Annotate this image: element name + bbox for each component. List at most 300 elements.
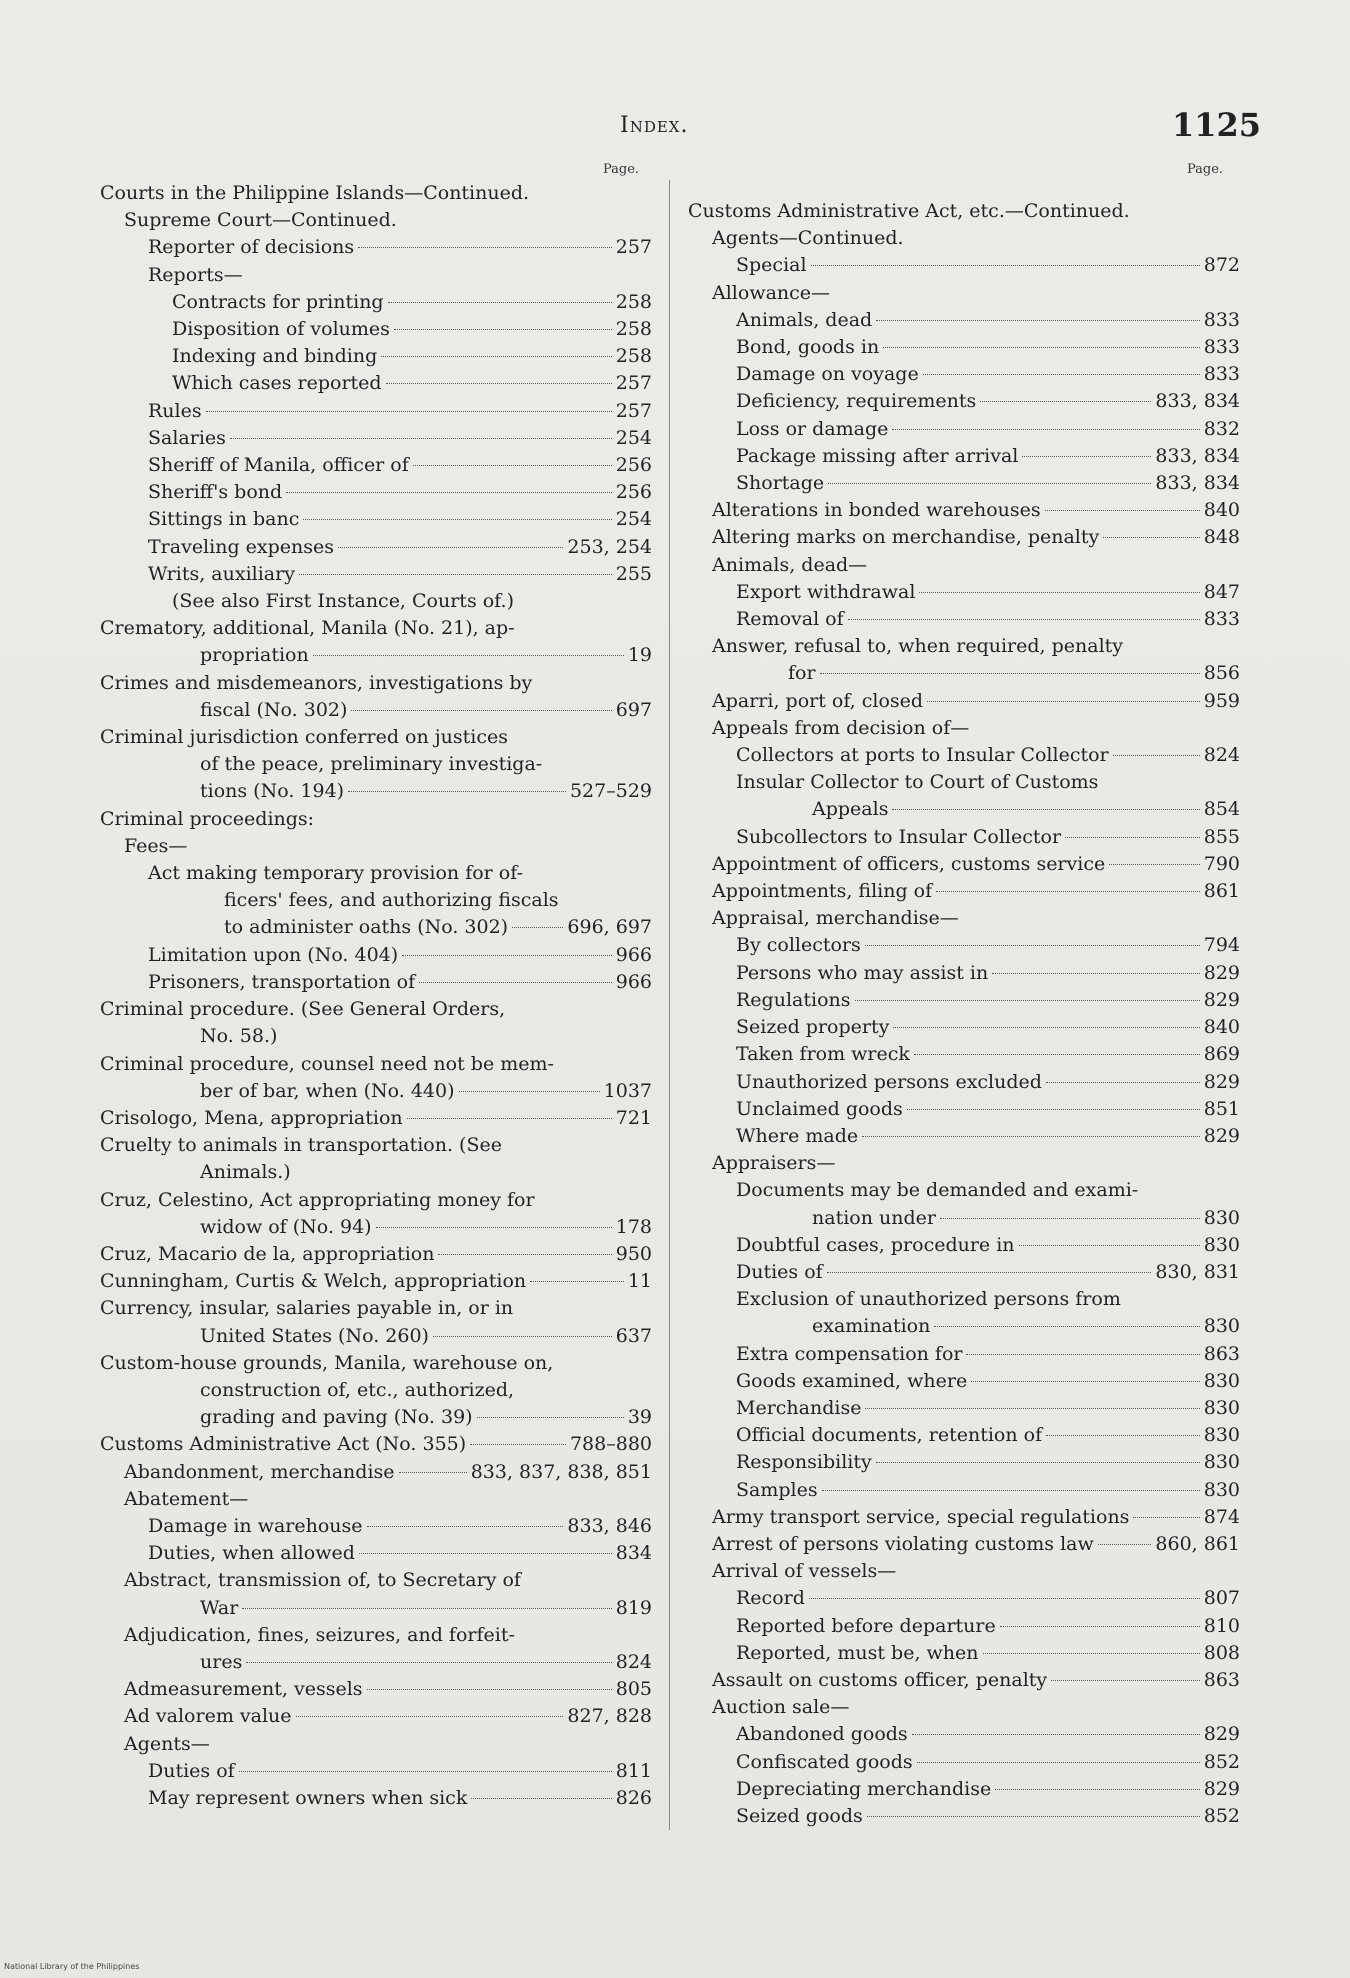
leader-dots [471, 1798, 611, 1799]
entry-text: Criminal jurisdiction conferred on justices [100, 726, 508, 749]
leader-dots [477, 1417, 624, 1418]
index-entry [100, 806, 652, 833]
entry-text: Where made [736, 1124, 859, 1147]
entry-text: Sheriff of Manila, officer of [148, 454, 409, 477]
index-entry [100, 1132, 652, 1159]
entry-page-ref: 805 [615, 1678, 652, 1701]
leader-dots [907, 1109, 1200, 1110]
entry-page-ref: 833, 834 [1155, 472, 1240, 495]
leader-dots [892, 809, 1199, 810]
entry-text: Auction sale— [712, 1696, 850, 1719]
entry-text: Salaries [148, 426, 226, 449]
entry-text: Criminal procedure. (See General Orders, [100, 998, 506, 1021]
leader-dots [1046, 1435, 1200, 1436]
leader-dots [865, 945, 1200, 946]
leader-dots [1000, 1626, 1200, 1627]
entry-text: Samples [736, 1478, 818, 1501]
entry-text: Indexing and binding [172, 345, 378, 368]
entry-text: Prisoners, transportation of [148, 970, 416, 993]
entry-text: Contracts for printing [172, 290, 384, 313]
index-entry [100, 778, 652, 805]
entry-page-ref: 833 [1203, 608, 1240, 631]
entry-page-ref: 1037 [603, 1079, 652, 1102]
entry-page-ref: 950 [615, 1242, 652, 1265]
entry-page-ref: 959 [1203, 689, 1240, 712]
index-entry [688, 1395, 1240, 1422]
leader-dots [820, 673, 1200, 674]
entry-page-ref: 256 [615, 454, 652, 477]
entry-page-ref: 874 [1203, 1505, 1240, 1528]
index-entry [100, 724, 652, 751]
index-entry [688, 334, 1240, 361]
leader-dots [1046, 1082, 1200, 1083]
leader-dots [1019, 1245, 1200, 1246]
entry-text: Customs Administrative Act (No. 355) [100, 1433, 467, 1456]
index-entry [688, 1531, 1240, 1558]
leader-dots [402, 955, 612, 956]
entry-text: By collectors [736, 934, 861, 957]
leader-dots [980, 401, 1151, 402]
index-entry [688, 1041, 1240, 1068]
entry-page-ref: 826 [615, 1786, 652, 1809]
left-entries [100, 168, 652, 1812]
entry-text: Abandoned goods [736, 1723, 908, 1746]
index-entry [100, 1595, 652, 1622]
leader-dots [865, 1408, 1199, 1409]
index-entry [100, 1785, 652, 1812]
index-entry [100, 1214, 652, 1241]
index-entry [688, 307, 1240, 334]
entry-text: of the peace, preliminary investiga- [200, 753, 543, 776]
entry-text: Writs, auxiliary [148, 562, 295, 585]
index-entry [100, 1377, 652, 1404]
leader-dots [828, 483, 1151, 484]
entry-text: Cruz, Macario de la, appropriation [100, 1242, 435, 1265]
entry-text: Agents—Continued. [712, 227, 904, 250]
entry-page-ref: 794 [1203, 934, 1240, 957]
leader-dots [1109, 864, 1200, 865]
entry-page-ref: 840 [1203, 499, 1240, 522]
leader-dots [940, 1218, 1200, 1219]
entry-page-ref: 829 [1203, 1723, 1240, 1746]
entry-page-ref: 254 [615, 508, 652, 531]
leader-dots [512, 927, 563, 928]
leader-dots [917, 1762, 1200, 1763]
index-entry [688, 225, 1240, 252]
entry-text: Sittings in banc [148, 508, 300, 531]
entry-page-ref: 855 [1203, 825, 1240, 848]
leader-dots [358, 247, 612, 248]
leader-dots [438, 1254, 611, 1255]
leader-dots [983, 1653, 1200, 1654]
leader-dots [809, 1598, 1200, 1599]
entry-page-ref: 966 [615, 970, 652, 993]
index-entry [100, 1023, 652, 1050]
entry-text: Agents— [124, 1732, 210, 1755]
index-entry [100, 1078, 652, 1105]
entry-page-ref: 790 [1203, 852, 1240, 875]
index-entry [688, 1422, 1240, 1449]
entry-page-ref: 255 [615, 562, 652, 585]
index-entry [100, 914, 652, 941]
leader-dots [893, 1027, 1199, 1028]
index-entry [688, 198, 1240, 225]
index-entry [688, 1504, 1240, 1531]
entry-page-ref: 830 [1203, 1478, 1240, 1501]
leader-dots [206, 411, 612, 412]
index-entry [688, 1096, 1240, 1123]
entry-text: Arrest of persons violating customs law [712, 1532, 1094, 1555]
entry-text: Seized goods [736, 1804, 863, 1827]
entry-page-ref: 833 [1203, 308, 1240, 331]
index-entry [688, 1259, 1240, 1286]
entry-page-ref: 19 [627, 644, 652, 667]
index-entry [100, 1159, 652, 1186]
leader-dots [1022, 456, 1151, 457]
entry-text: Army transport service, special regulations [712, 1505, 1130, 1528]
leader-dots [296, 1716, 564, 1717]
index-entry [688, 1667, 1240, 1694]
index-entry [100, 452, 652, 479]
entry-page-ref: 863 [1203, 1668, 1240, 1691]
entry-page-ref: 696, 697 [567, 916, 652, 939]
entry-text: Sheriff's bond [148, 481, 283, 504]
entry-text: Appeals [812, 798, 889, 821]
entry-page-ref: 840 [1203, 1016, 1240, 1039]
index-entry [688, 905, 1240, 932]
index-entry [100, 588, 652, 615]
entry-text: Custom-house grounds, Manila, warehouse on, [100, 1351, 554, 1374]
entry-page-ref: 829 [1203, 1124, 1240, 1147]
entry-text: War [200, 1596, 239, 1619]
leader-dots [459, 1091, 600, 1092]
leader-dots [351, 710, 611, 711]
entry-text: tions (No. 194) [200, 780, 345, 803]
leader-dots [862, 1136, 1200, 1137]
entry-text: Admeasurement, vessels [124, 1678, 363, 1701]
index-entry [688, 1749, 1240, 1776]
index-entry [100, 1431, 652, 1458]
entry-text: Official documents, retention of [736, 1424, 1043, 1447]
index-entry [100, 942, 652, 969]
leader-dots [303, 519, 611, 520]
entry-text: for [788, 662, 816, 685]
leader-dots [966, 1354, 1199, 1355]
leader-dots [394, 329, 612, 330]
entry-text: Aparri, port of, closed [712, 689, 924, 712]
entry-text: Abatement— [124, 1487, 249, 1510]
entry-text: Removal of [736, 608, 844, 631]
entry-text: Fees— [124, 834, 188, 857]
entry-text: Confiscated goods [736, 1750, 913, 1773]
index-entry [100, 561, 652, 588]
index-entry [100, 180, 652, 207]
entry-page-ref: 39 [627, 1406, 652, 1429]
leader-dots [299, 574, 612, 575]
leader-dots [399, 1472, 467, 1473]
entry-text: construction of, etc., authorized, [200, 1378, 515, 1401]
leader-dots [992, 973, 1200, 974]
entry-text: Criminal proceedings: [100, 807, 315, 830]
entry-page-ref: 527–529 [569, 780, 652, 803]
index-entry [688, 443, 1240, 470]
entry-page-ref: 827, 828 [567, 1705, 652, 1728]
entry-text: Package missing after arrival [736, 444, 1019, 467]
entry-text: Abstract, transmission of, to Secretary of [124, 1569, 521, 1592]
entry-page-ref: 258 [615, 318, 652, 341]
entry-text: Doubtful cases, procedure in [736, 1233, 1015, 1256]
entry-page-ref: 253, 254 [567, 535, 652, 558]
leader-dots [1098, 1544, 1152, 1545]
index-entry [688, 1368, 1240, 1395]
leader-dots [892, 429, 1199, 430]
entry-page-ref: 810 [1203, 1614, 1240, 1637]
index-entry [100, 343, 652, 370]
entry-page-ref: 829 [1203, 1070, 1240, 1093]
entry-text: Special [736, 254, 807, 277]
entry-text: Reported before departure [736, 1614, 996, 1637]
entry-page-ref: 854 [1203, 798, 1240, 821]
index-entry [688, 742, 1240, 769]
entry-text: Damage in warehouse [148, 1514, 363, 1537]
entry-text: Reports— [148, 263, 243, 286]
index-entry [100, 1187, 652, 1214]
entry-page-ref: 788–880 [569, 1433, 652, 1456]
entry-text: Ad valorem value [124, 1705, 292, 1728]
entry-text: Crematory, additional, Manila (No. 21), ap- [100, 617, 515, 640]
page-column-label: Page. [1187, 162, 1224, 177]
leader-dots [470, 1444, 566, 1445]
index-entry [100, 1731, 652, 1758]
entry-page-ref: 869 [1203, 1043, 1240, 1066]
leader-dots [413, 465, 612, 466]
index-entry [688, 932, 1240, 959]
index-entry [688, 470, 1240, 497]
index-entry [100, 316, 652, 343]
entry-text: Damage on voyage [736, 363, 919, 386]
index-entry [100, 1567, 652, 1594]
entry-page-ref: 811 [615, 1759, 652, 1782]
entry-page-ref: 852 [1203, 1750, 1240, 1773]
entry-page-ref: 637 [615, 1324, 652, 1347]
entry-page-ref: 257 [615, 372, 652, 395]
index-entry [100, 1513, 652, 1540]
index-entry [100, 234, 652, 261]
entry-text: nation under [812, 1206, 936, 1229]
entry-text: Unauthorized persons excluded [736, 1070, 1042, 1093]
entry-page-ref: 807 [1203, 1587, 1240, 1610]
entry-page-ref: 819 [615, 1596, 652, 1619]
index-entry [688, 878, 1240, 905]
index-entry [100, 969, 652, 996]
entry-text: Crisologo, Mena, appropriation [100, 1106, 403, 1129]
leader-dots [936, 891, 1200, 892]
leader-dots [883, 347, 1200, 348]
entry-text: to administer oaths (No. 302) [224, 916, 509, 939]
index-entry [100, 1105, 652, 1132]
entry-text: Answer, refusal to, when required, penalty [712, 635, 1124, 658]
index-entry [100, 751, 652, 778]
entry-page-ref: 830 [1203, 1451, 1240, 1474]
entry-text: Allowance— [712, 281, 831, 304]
leader-dots [923, 374, 1200, 375]
entry-page-ref: 829 [1203, 961, 1240, 984]
entry-text: Assault on customs officer, penalty [712, 1668, 1048, 1691]
index-entry [100, 697, 652, 724]
entry-text: Loss or damage [736, 417, 889, 440]
index-entry [688, 688, 1240, 715]
entry-page-ref: 824 [615, 1650, 652, 1673]
entry-text: Documents may be demanded and exami- [736, 1179, 1139, 1202]
entry-text: Appointments, filing of [712, 880, 933, 903]
entry-text: Reported, must be, when [736, 1641, 979, 1664]
index-entry [100, 1323, 652, 1350]
leader-dots [919, 592, 1199, 593]
index-entry [688, 1286, 1240, 1313]
index-entry [688, 1341, 1240, 1368]
entry-page-ref: 824 [1203, 744, 1240, 767]
entry-text: examination [812, 1315, 931, 1338]
index-entry [100, 1540, 652, 1567]
entry-text: Export withdrawal [736, 580, 916, 603]
entry-page-ref: 832 [1203, 417, 1240, 440]
entry-text: Collectors at ports to Insular Collector [736, 744, 1109, 767]
leader-dots [912, 1734, 1200, 1735]
leader-dots [876, 1462, 1200, 1463]
entry-text: Exclusion of unauthorized persons from [736, 1288, 1121, 1311]
entry-page-ref: 258 [615, 345, 652, 368]
entry-text: Animals.) [200, 1161, 291, 1184]
entry-text: Appraisers— [712, 1152, 836, 1175]
index-entry [688, 1613, 1240, 1640]
index-entry [100, 1459, 652, 1486]
entry-text: Extra compensation for [736, 1342, 963, 1365]
index-entry [688, 715, 1240, 742]
entry-text: Appointment of officers, customs service [712, 852, 1106, 875]
leader-dots [367, 1526, 564, 1527]
index-entry [688, 796, 1240, 823]
entry-page-ref: 830 [1203, 1424, 1240, 1447]
leader-dots [1065, 837, 1200, 838]
leader-dots [914, 1054, 1200, 1055]
index-entry [688, 769, 1240, 796]
entry-text: Deficiency, requirements [736, 390, 977, 413]
index-entry [688, 1014, 1240, 1041]
index-entry [688, 1232, 1240, 1259]
entry-page-ref: 848 [1203, 526, 1240, 549]
leader-dots [995, 1789, 1200, 1790]
leader-dots [419, 982, 612, 983]
index-entry [688, 1177, 1240, 1204]
entry-page-ref: 697 [615, 698, 652, 721]
entry-text: Appraisal, merchandise— [712, 907, 959, 930]
index-entry [688, 606, 1240, 633]
entry-text: Act making temporary provision for of- [148, 862, 524, 885]
index-entry [100, 262, 652, 289]
index-entry [688, 1558, 1240, 1585]
entry-page-ref: 852 [1203, 1804, 1240, 1827]
entry-text: United States (No. 260) [200, 1324, 429, 1347]
leader-dots [1045, 510, 1200, 511]
index-column-right [688, 162, 1240, 1830]
entry-page-ref: 830 [1203, 1369, 1240, 1392]
entry-page-ref: 863 [1203, 1342, 1240, 1365]
index-entry [688, 1150, 1240, 1177]
index-entry [100, 1404, 652, 1431]
entry-text: Altering marks on merchandise, penalty [712, 526, 1100, 549]
entry-text: Alterations in bonded warehouses [712, 499, 1041, 522]
entry-text: Regulations [736, 988, 851, 1011]
entry-text: Cruz, Celestino, Act appropriating money for [100, 1188, 535, 1211]
index-entry [688, 252, 1240, 279]
right-entries [688, 168, 1240, 1830]
index-entry [100, 398, 652, 425]
entry-page-ref: 856 [1203, 662, 1240, 685]
index-entry [100, 207, 652, 234]
entry-text: Courts in the Philippine Islands—Continued. [100, 182, 530, 204]
entry-text: Record [736, 1587, 805, 1610]
index-entry [100, 833, 652, 860]
index-entry [688, 416, 1240, 443]
entry-text: ber of bar, when (No. 440) [200, 1079, 455, 1102]
entry-text: Insular Collector to Court of Customs [736, 771, 1099, 794]
entry-text: grading and paving (No. 39) [200, 1406, 473, 1429]
index-entry [100, 1622, 652, 1649]
leader-dots [386, 383, 612, 384]
leader-dots [286, 492, 612, 493]
entry-text: Cunningham, Curtis & Welch, appropriation [100, 1270, 527, 1293]
index-entry [688, 1069, 1240, 1096]
leader-dots [230, 438, 612, 439]
library-credit: National Library of the Philippines [4, 1962, 140, 1971]
entry-text: fiscal (No. 302) [200, 698, 348, 721]
leader-dots [811, 265, 1200, 266]
entry-text: propriation [200, 644, 309, 667]
leader-dots [822, 1490, 1200, 1491]
index-entry [100, 1241, 652, 1268]
entry-text: Unclaimed goods [736, 1097, 903, 1120]
entry-text: Duties, when allowed [148, 1542, 355, 1565]
entry-text: Subcollectors to Insular Collector [736, 825, 1062, 848]
leader-dots [827, 1272, 1152, 1273]
index-entry [688, 1205, 1240, 1232]
leader-dots [381, 356, 611, 357]
index-entry [688, 1585, 1240, 1612]
entry-page-ref: 829 [1203, 988, 1240, 1011]
index-entry [100, 1703, 652, 1730]
index-entry [688, 633, 1240, 660]
entry-text: Arrival of vessels— [712, 1560, 897, 1583]
entry-page-ref: 830 [1203, 1396, 1240, 1419]
index-entry [688, 579, 1240, 606]
entry-text: Duties of [736, 1260, 823, 1283]
index-entry [688, 1640, 1240, 1667]
entry-text: Animals, dead— [712, 553, 868, 576]
index-entry [688, 1803, 1240, 1830]
entry-page-ref: 257 [615, 399, 652, 422]
index-entry [100, 670, 652, 697]
entry-page-ref: 833, 846 [567, 1514, 652, 1537]
index-entry [100, 1676, 652, 1703]
index-entry [688, 824, 1240, 851]
entry-text: Traveling expenses [148, 535, 335, 558]
entry-page-ref: 256 [615, 481, 652, 504]
leader-dots [1133, 1517, 1199, 1518]
leader-dots [359, 1553, 612, 1554]
running-title: Index. [620, 113, 689, 138]
entry-text: ures [200, 1650, 243, 1673]
entry-text: Depreciating merchandise [736, 1777, 992, 1800]
